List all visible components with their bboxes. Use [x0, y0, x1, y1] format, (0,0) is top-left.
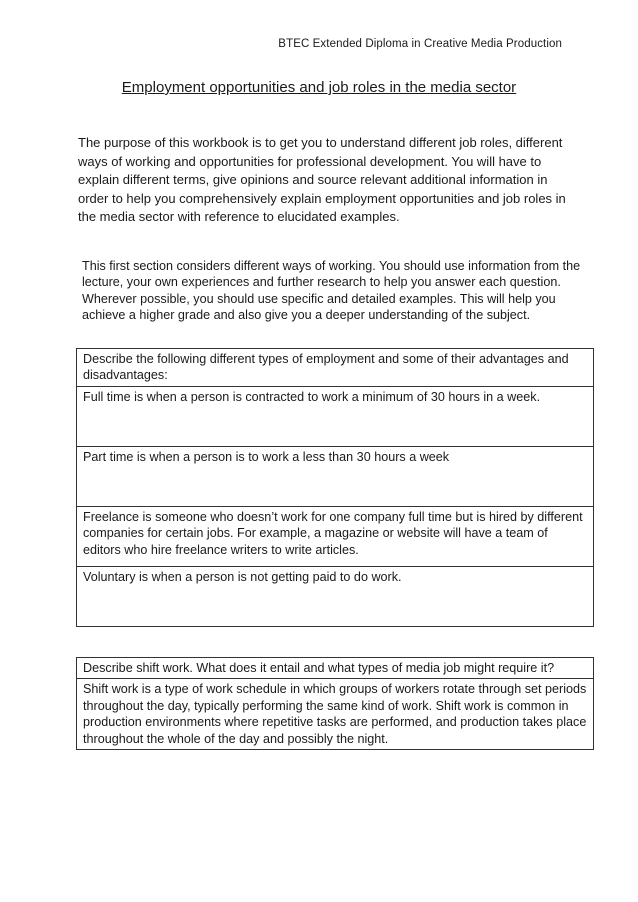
- table-row: [77, 386, 594, 446]
- answer-cell-shift-work[interactable]: Shift work is a type of work schedule in which groups of workers rotate through set periods throughout the day, typically performing the same kind of work. Shift work is common in production environments where repetitive tasks are performed, and production takes place throughout the whole of the day and possibly the night.: [77, 679, 594, 750]
- answer-cell-full-time[interactable]: Full time is when a person is contracted to work a minimum of 30 hours in a week.: [77, 386, 594, 446]
- answer-cell-part-time[interactable]: Part time is when a person is to work a less than 30 hours a week: [77, 446, 594, 506]
- table-row: [77, 658, 594, 679]
- intro-paragraph: [78, 134, 568, 227]
- table-row: [77, 446, 594, 506]
- table-row: [77, 349, 594, 387]
- employment-types-table: [76, 348, 594, 627]
- table-row: [77, 566, 594, 626]
- question-cell: Describe shift work. What does it entail and what types of media job might require it?: [77, 658, 594, 679]
- document-title: Employment opportunities and job roles in the media sector: [121, 79, 517, 96]
- table-row: [77, 679, 594, 750]
- shift-work-table: [76, 657, 594, 750]
- section-intro-paragraph: This first section considers different ways of working. You should use information from the lecture, your own experiences and further research to help you answer each question. Wherever possible, you should use specific and detailed examples. This will help you achieve a higher grade and also give you a deeper understanding of the subject.: [82, 259, 581, 323]
- course-header: BTEC Extended Diploma in Creative Media Production: [278, 38, 562, 50]
- question-cell: Describe the following different types of employment and some of their advantages and disadvantages:: [77, 349, 594, 387]
- answer-cell-voluntary[interactable]: Voluntary is when a person is not getting paid to do work.: [77, 566, 594, 626]
- intro-text: The purpose of this workbook is to get you to understand different job roles, different ways of working and opportunities for professional development. You will have to explain different terms, give opinions and source relevant additional information in order to help you comprehensively explain employment opportunities and job roles in the media sector with reference to elucidated examples.: [78, 135, 566, 225]
- answer-cell-freelance[interactable]: Freelance is someone who doesn’t work for one company full time but is hired by different companies for certain jobs. For example, a magazine or website will have a team of editors who hire freelance writers to write articles.: [77, 506, 594, 566]
- table-row: [77, 506, 594, 566]
